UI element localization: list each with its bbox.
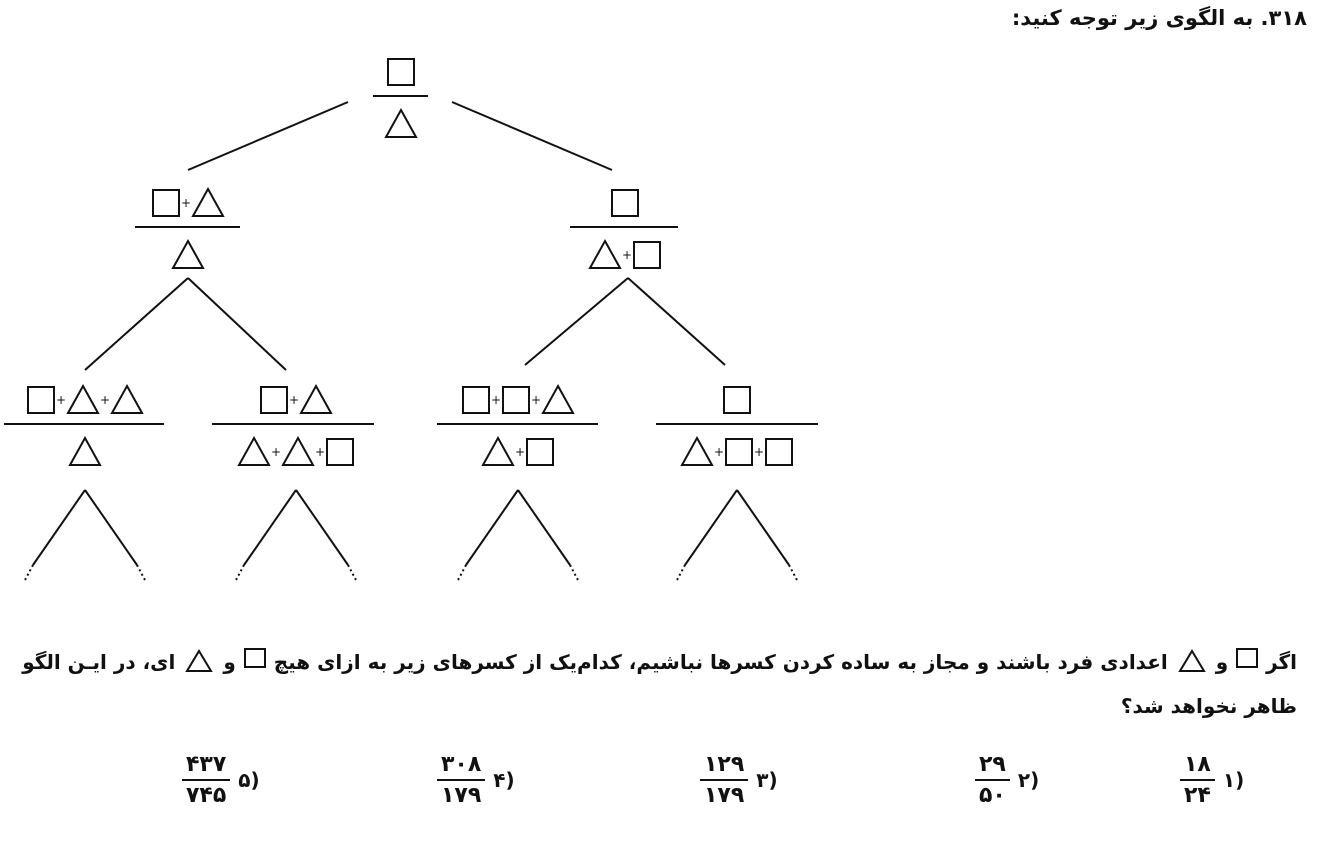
tree-edge: [85, 278, 188, 370]
branch-edge: [244, 490, 296, 565]
option-1-denominator: ۲۴: [1184, 783, 1211, 808]
triangle-symbol-icon: [301, 386, 331, 413]
option-2-numerator: ۲۹: [975, 752, 1010, 781]
option-1-numerator: ۱۸: [1180, 752, 1215, 781]
option-4-fraction: [437, 752, 485, 808]
square-symbol-icon: [261, 387, 287, 413]
option-5-denominator: ۷۴۵: [186, 783, 227, 808]
tree-edge: [628, 278, 725, 365]
triangle-symbol-icon: [70, 438, 100, 465]
option-4-denominator: ۱۷۹: [441, 783, 482, 808]
option-2[interactable]: [975, 752, 1039, 808]
option-5-fraction: [182, 752, 230, 808]
triangle-symbol-icon: [112, 386, 142, 413]
square-symbol-icon: [766, 439, 792, 465]
option-2-label: ۲): [1017, 768, 1040, 792]
branch-edge: [466, 490, 518, 565]
plus-sign: +: [621, 248, 633, 262]
square-symbol-icon: [1235, 647, 1259, 669]
branch-edge: [685, 490, 737, 565]
plus-sign: +: [514, 445, 526, 459]
option-5-label: ۵): [238, 768, 260, 792]
continuation-dots: [570, 565, 579, 582]
option-3-denominator: ۱۷۹: [704, 783, 745, 808]
triangle-symbol-icon: [590, 241, 620, 268]
square-symbol-icon: [503, 387, 529, 413]
option-4-label: ۴): [493, 768, 515, 792]
plus-sign: +: [180, 196, 192, 210]
continuation-dots: [789, 565, 798, 582]
square-symbol-icon: [327, 439, 353, 465]
triangle-symbol-icon: [193, 189, 223, 216]
triangle-symbol-icon: [682, 438, 712, 465]
square-symbol-icon: [243, 647, 267, 669]
plus-sign: +: [490, 393, 502, 407]
square-symbol-icon: [612, 190, 638, 216]
plus-sign: +: [713, 445, 725, 459]
triangle-symbol-icon: [68, 386, 98, 413]
triangle-symbol-icon: [173, 241, 203, 268]
option-5[interactable]: [182, 752, 260, 808]
triangle-symbol-icon: [239, 438, 269, 465]
option-3[interactable]: [700, 752, 778, 808]
plus-sign: +: [55, 393, 67, 407]
option-1-fraction: [1180, 752, 1215, 808]
question-text: اگر و اعدادی فرد باشند و مجاز به ساده کردن کسرها نباشیم، کدام‌یک از کسرهای زیر به ازای هیچ و ای، در ایـن الگو ظاهر نخواهد شد؟: [7, 640, 1297, 728]
plus-sign: +: [288, 393, 300, 407]
triangle-symbol-icon: [543, 386, 573, 413]
branch-edge: [518, 490, 570, 565]
square-symbol-icon: [463, 387, 489, 413]
branch-edge: [737, 490, 789, 565]
option-5-numerator: ۴۳۷: [182, 752, 230, 781]
triangle-symbol-icon: [386, 110, 416, 137]
triangle-symbol-icon: [283, 438, 313, 465]
square-symbol-icon: [724, 387, 750, 413]
option-1[interactable]: [1180, 752, 1244, 808]
continuation-dots: [24, 565, 33, 582]
problem-heading: ۳۱۸. به الگوی زیر توجه کنید:: [1011, 6, 1307, 30]
option-4-numerator: ۳۰۸: [437, 752, 485, 781]
tree-edge: [525, 278, 628, 365]
continuation-dots: [348, 565, 357, 582]
continuation-dots: [137, 565, 146, 582]
option-3-label: ۳): [756, 768, 778, 792]
triangle-symbol-icon: [483, 438, 513, 465]
plus-sign: +: [314, 445, 326, 459]
branch-edge: [85, 490, 137, 565]
square-symbol-icon: [634, 242, 660, 268]
branch-edge: [33, 490, 85, 565]
branch-edge: [296, 490, 348, 565]
option-2-fraction: [975, 752, 1010, 808]
option-3-numerator: ۱۲۹: [700, 752, 748, 781]
option-1-label: ۱): [1222, 768, 1245, 792]
tree-edge: [452, 102, 612, 170]
tree-edge: [188, 278, 286, 370]
square-symbol-icon: [153, 190, 179, 216]
square-symbol-icon: [726, 439, 752, 465]
square-symbol-icon: [388, 59, 414, 85]
square-symbol-icon: [527, 439, 553, 465]
plus-sign: +: [530, 393, 542, 407]
option-4[interactable]: [437, 752, 515, 808]
tree-edge: [188, 102, 348, 170]
plus-sign: +: [99, 393, 111, 407]
triangle-symbol-icon: [1178, 649, 1206, 673]
option-3-fraction: [700, 752, 748, 808]
option-2-denominator: ۵۰: [979, 783, 1006, 808]
square-symbol-icon: [28, 387, 54, 413]
continuation-dots: [235, 565, 244, 582]
continuation-dots: [676, 565, 685, 582]
plus-sign: +: [753, 445, 765, 459]
triangle-symbol-icon: [185, 649, 213, 673]
continuation-dots: [457, 565, 466, 582]
plus-sign: +: [270, 445, 282, 459]
